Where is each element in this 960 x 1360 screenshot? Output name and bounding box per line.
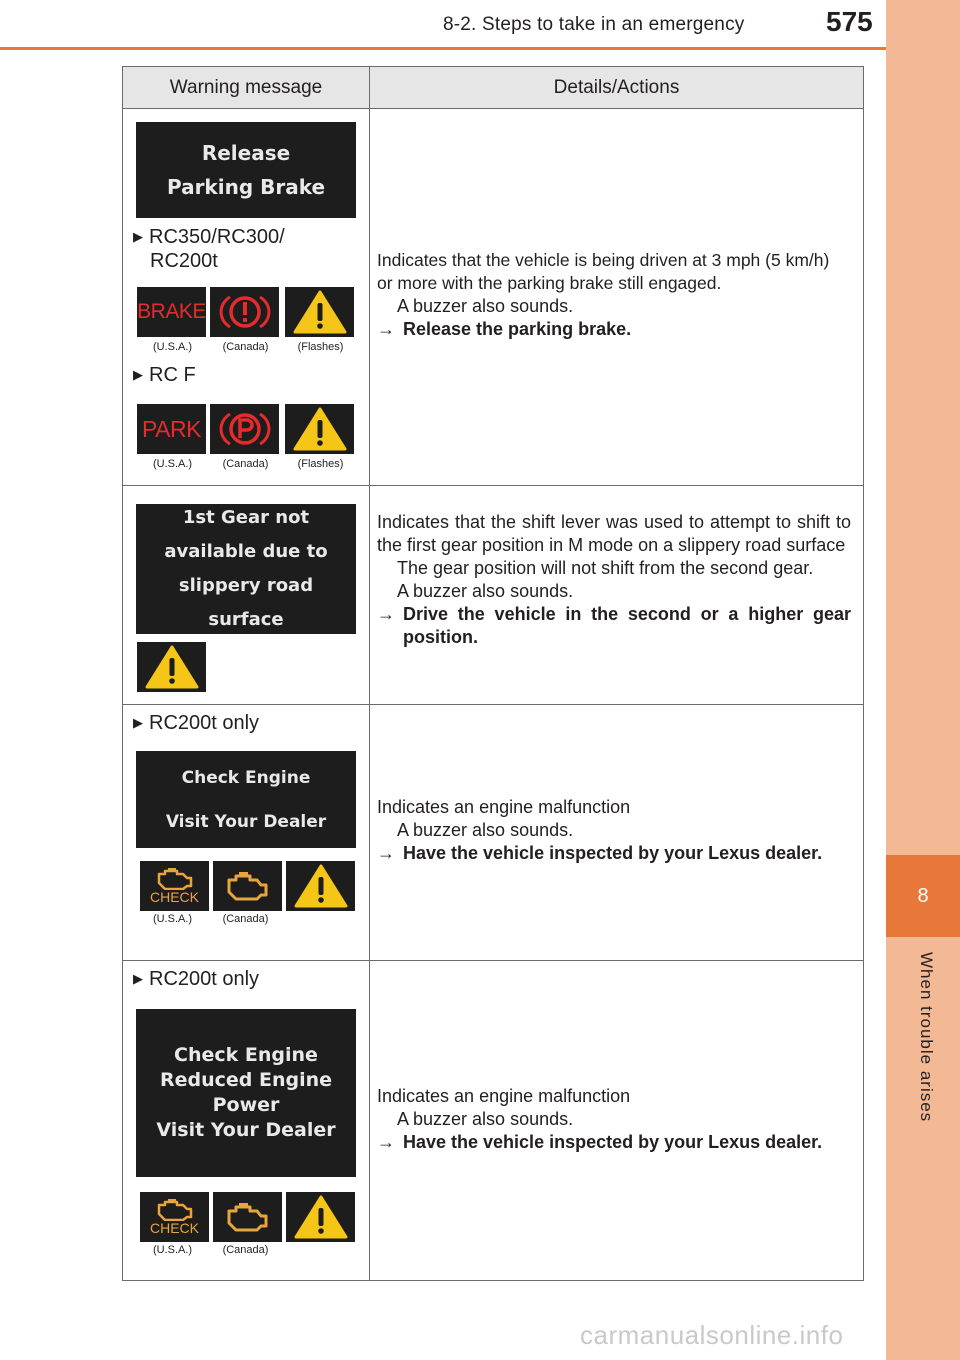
check-engine-light-icon: CHECK bbox=[140, 861, 209, 911]
warning-cell bbox=[123, 961, 370, 1281]
details-note: The gear position will not shift from the second gear. bbox=[397, 558, 814, 578]
check-engine-light-icon: CHECK bbox=[140, 1192, 209, 1242]
details-cell bbox=[370, 961, 864, 1281]
model-label: ▶ RC200t only bbox=[133, 712, 260, 734]
table-row bbox=[123, 109, 864, 486]
engine-light-icon bbox=[213, 861, 282, 911]
buzzer-note: A buzzer also sounds. bbox=[397, 581, 574, 601]
chapter-side-tab bbox=[886, 0, 960, 1360]
display-screen: Check Engine Visit Your Dealer bbox=[136, 751, 356, 848]
page-number: 575 bbox=[826, 6, 873, 37]
header-warning-message: Warning message bbox=[123, 67, 370, 109]
table-row bbox=[123, 486, 864, 705]
details-text: Indicates an engine malfunction bbox=[377, 1086, 631, 1106]
display-screen: Release Parking Brake bbox=[136, 122, 356, 218]
header-rule bbox=[0, 47, 886, 50]
details-cell bbox=[370, 486, 864, 705]
details-text: or more with the parking brake still engaged. bbox=[377, 273, 722, 293]
caption-flashes: (Flashes) bbox=[297, 458, 344, 470]
chapter-title: When trouble arises bbox=[917, 952, 936, 1123]
caption-canada: (Canada) bbox=[222, 1244, 269, 1256]
header-details-actions: Details/Actions bbox=[370, 67, 864, 109]
caption-usa: (U.S.A.) bbox=[152, 341, 193, 353]
brake-warning-light-icon: BRAKE bbox=[137, 287, 206, 337]
buzzer-note: A buzzer also sounds. bbox=[397, 820, 574, 840]
display-screen: Check Engine Reduced Engine Power Visit Your Dealer bbox=[136, 1009, 356, 1177]
table-row bbox=[123, 705, 864, 961]
caption-flashes: (Flashes) bbox=[297, 341, 344, 353]
master-warning-icon bbox=[285, 287, 354, 337]
master-warning-icon bbox=[285, 404, 354, 454]
warning-message-table bbox=[122, 66, 864, 1281]
details-text: Indicates that the shift lever was used to attempt to shift to the first gear position in M mode on a slippery road surface bbox=[377, 512, 851, 555]
park-warning-light-icon: PARK bbox=[137, 404, 206, 454]
caption-canada: (Canada) bbox=[222, 913, 269, 925]
details-text: Indicates an engine malfunction bbox=[377, 797, 631, 817]
chapter-number: 8 bbox=[886, 855, 960, 937]
details-cell bbox=[370, 705, 864, 961]
table-header-row bbox=[123, 67, 864, 109]
master-warning-icon bbox=[286, 861, 355, 911]
action-text: → Drive the vehicle in the second or a higher gear position. bbox=[377, 604, 851, 647]
master-warning-icon bbox=[137, 642, 206, 692]
caption-canada: (Canada) bbox=[222, 458, 269, 470]
engine-light-icon bbox=[213, 1192, 282, 1242]
warning-cell bbox=[123, 109, 370, 486]
triangle-bullet-icon: ▶ bbox=[133, 229, 143, 244]
caption-usa: (U.S.A.) bbox=[152, 913, 193, 925]
triangle-bullet-icon: ▶ bbox=[133, 715, 143, 730]
details-cell bbox=[370, 109, 864, 486]
model-label: ▶ RC350/RC300/ RC200t bbox=[133, 226, 285, 272]
section-title: 8-2. Steps to take in an emergency bbox=[443, 14, 745, 35]
watermark: carmanualsonline.info bbox=[580, 1320, 844, 1350]
brake-circle-warning-icon bbox=[210, 287, 279, 337]
details-text: Indicates that the vehicle is being driven at 3 mph (5 km/h) bbox=[377, 250, 830, 270]
display-screen: 1st Gear not available due to slippery road surface bbox=[136, 504, 356, 634]
triangle-bullet-icon: ▶ bbox=[133, 367, 143, 382]
caption-usa: (U.S.A.) bbox=[152, 458, 193, 470]
caption-canada: (Canada) bbox=[222, 341, 269, 353]
table-row bbox=[123, 961, 864, 1281]
caption-usa: (U.S.A.) bbox=[152, 1244, 193, 1256]
model-label: ▶ RC F bbox=[133, 364, 196, 386]
master-warning-icon bbox=[286, 1192, 355, 1242]
buzzer-note: A buzzer also sounds. bbox=[397, 1109, 574, 1129]
triangle-bullet-icon: ▶ bbox=[133, 971, 143, 986]
action-text: → Have the vehicle inspected by your Lexus dealer. bbox=[377, 843, 823, 863]
model-label: ▶ RC200t only bbox=[133, 968, 260, 990]
warning-cell bbox=[123, 705, 370, 961]
action-text: → Release the parking brake. bbox=[377, 319, 632, 339]
parking-brake-circle-icon bbox=[210, 404, 279, 454]
action-text: → Have the vehicle inspected by your Lexus dealer. bbox=[377, 1132, 823, 1152]
warning-cell bbox=[123, 486, 370, 705]
buzzer-note: A buzzer also sounds. bbox=[397, 296, 574, 316]
